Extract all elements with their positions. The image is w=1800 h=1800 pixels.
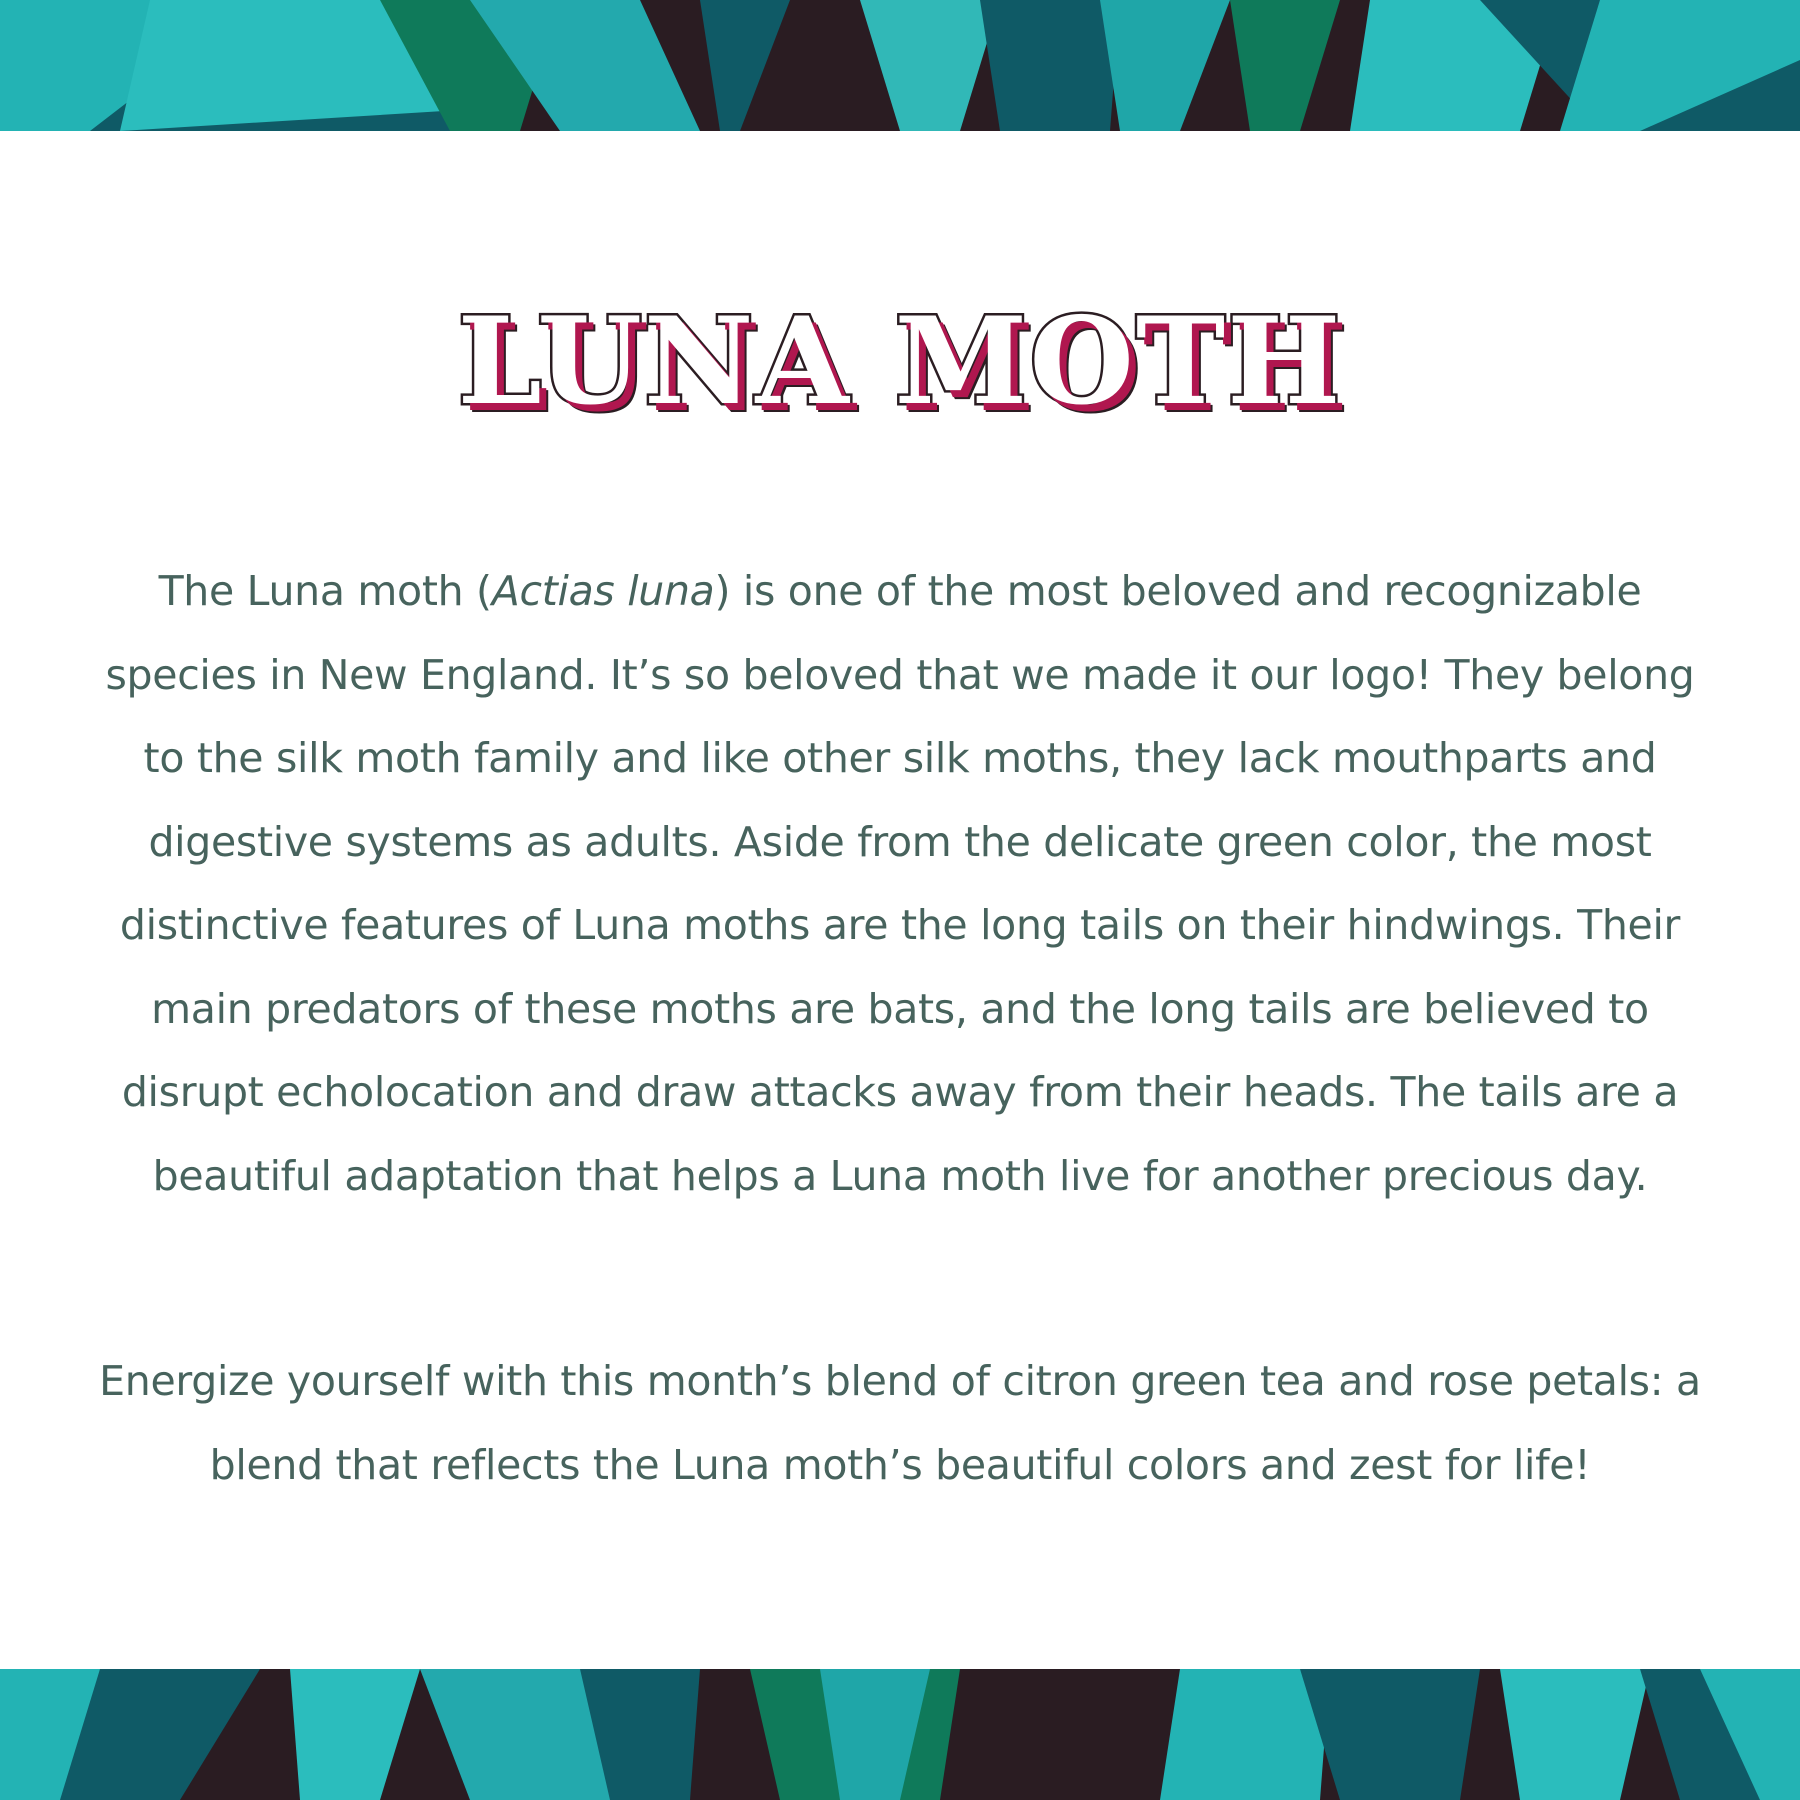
- leaf-banner-top: [0, 0, 1800, 131]
- intro-lead: The Luna moth (: [158, 567, 492, 615]
- leaf-banner-bottom: [0, 1669, 1800, 1800]
- blend-paragraph: Energize yourself with this month’s blend of citron green tea and rose petals: a blend that reflects the Luna moth’s beautiful colors and zest for life!: [99, 1357, 1701, 1489]
- scientific-name: Actias luna: [491, 567, 715, 615]
- content-panel: [0, 131, 1800, 1669]
- intro-rest: ) is one of the most beloved and recognizable species in New England. It’s so beloved that we made it our logo! They belong to the silk moth family and like other silk moths, they lack mouthparts and digestive systems as adults. Aside from the delicate green color, the most distinctive features of Luna moths are the long tails on their hindwings. Their main predators of these moths are bats, and the long tails are believed to disrupt echolocation and draw attacks away from their heads. The tails are a beautiful adaptation that helps a Luna moth live for another precious day.: [105, 567, 1695, 1200]
- page-title: LUNA MOTH: [457, 291, 1343, 432]
- intro-paragraph: [90, 550, 1710, 1218]
